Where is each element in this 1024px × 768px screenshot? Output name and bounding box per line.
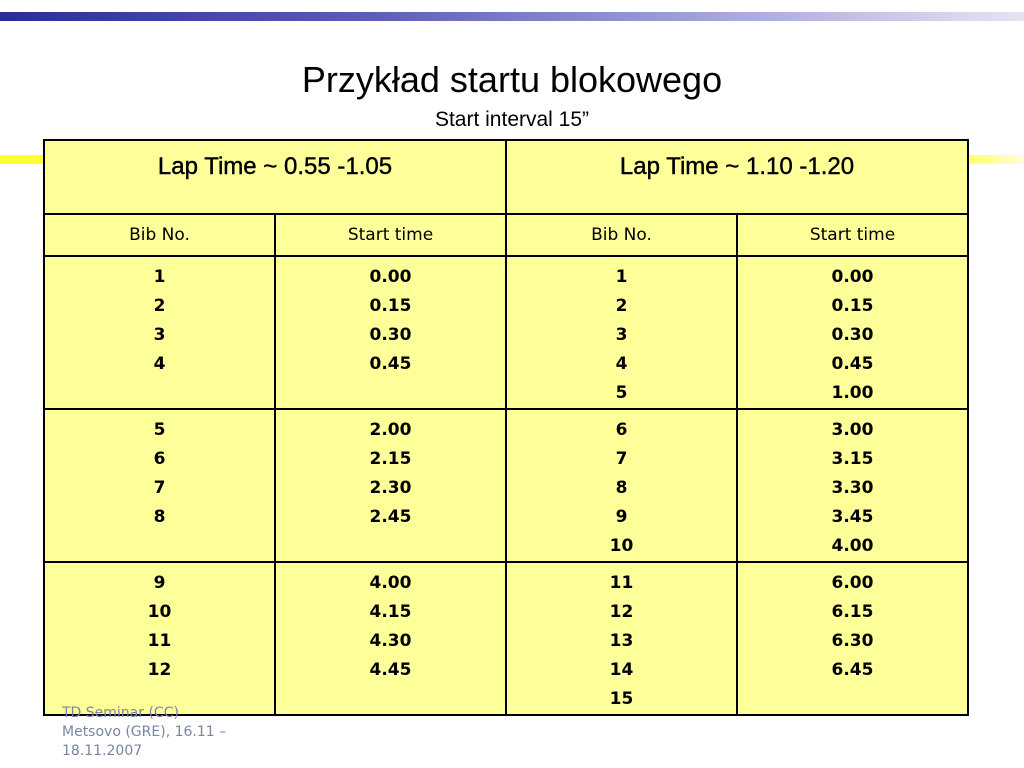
start-time: 0.45 <box>369 354 412 374</box>
start-time: 0.15 <box>831 296 874 316</box>
bib-number: 10 <box>147 602 172 622</box>
start-time-cell <box>275 256 506 409</box>
bib-number: 5 <box>615 383 628 403</box>
column-header-row <box>44 214 968 256</box>
bib-cell <box>44 256 275 409</box>
top-gradient-bar <box>0 12 1024 21</box>
bib-number: 13 <box>609 631 634 651</box>
bib-number: 9 <box>615 507 628 527</box>
bib-number: 9 <box>153 573 166 593</box>
slide-title: Przykład startu blokowego <box>301 59 723 100</box>
start-time: 0.45 <box>831 354 874 374</box>
start-time: 3.45 <box>831 507 874 527</box>
start-time: 6.15 <box>831 602 874 622</box>
start-time: 4.00 <box>369 573 412 593</box>
group-header-left: Lap Time ~ 0.55 -1.05 <box>44 140 506 214</box>
bib-number: 11 <box>147 631 172 651</box>
bib-number: 12 <box>609 602 634 622</box>
start-time-cell <box>737 409 968 562</box>
column-header-start-time: Start time <box>737 214 968 256</box>
start-time-cell <box>737 562 968 715</box>
bib-number: 2 <box>615 296 628 316</box>
start-time: 0.00 <box>831 267 874 287</box>
table-row <box>44 256 968 409</box>
start-time: 2.15 <box>369 449 412 469</box>
bib-number: 12 <box>147 660 172 680</box>
bib-number: 3 <box>615 325 628 345</box>
bib-number: 8 <box>615 478 628 498</box>
footer-line: TD Seminar (CC) <box>62 705 179 721</box>
start-time: 6.00 <box>831 573 874 593</box>
start-time: 0.30 <box>369 325 412 345</box>
start-time: 4.00 <box>831 536 874 556</box>
bib-cell <box>44 409 275 562</box>
bib-number: 14 <box>609 660 634 680</box>
bib-number: 5 <box>153 420 166 440</box>
start-time-cell <box>275 562 506 715</box>
bib-number: 1 <box>153 267 166 287</box>
start-time-cell <box>275 409 506 562</box>
start-time: 3.00 <box>831 420 874 440</box>
start-time: 6.45 <box>831 660 874 680</box>
start-time: 0.15 <box>369 296 412 316</box>
bib-number: 6 <box>153 449 166 469</box>
footer-note <box>62 704 302 761</box>
start-time: 4.30 <box>369 631 412 651</box>
bib-number: 10 <box>609 536 634 556</box>
slide-subtitle: Start interval 15” <box>434 108 590 131</box>
bib-number: 7 <box>153 478 166 498</box>
start-time: 0.00 <box>369 267 412 287</box>
group-header-right: Lap Time ~ 1.10 -1.20 <box>506 140 968 214</box>
start-time: 1.00 <box>831 383 874 403</box>
bib-number: 4 <box>615 354 628 374</box>
column-header-bib: Bib No. <box>506 214 737 256</box>
bib-cell <box>506 409 737 562</box>
bib-number: 2 <box>153 296 166 316</box>
bib-number: 7 <box>615 449 628 469</box>
start-list-table <box>43 139 969 716</box>
footer-line: 18.11.2007 <box>62 743 143 759</box>
bib-number: 15 <box>609 689 634 709</box>
start-time: 3.15 <box>831 449 874 469</box>
start-time: 2.45 <box>369 507 412 527</box>
start-time: 2.00 <box>369 420 412 440</box>
bib-number: 1 <box>615 267 628 287</box>
table-row <box>44 562 968 715</box>
yellow-accent-line-right <box>966 155 1024 164</box>
start-time: 3.30 <box>831 478 874 498</box>
start-time: 6.30 <box>831 631 874 651</box>
bib-cell <box>506 562 737 715</box>
group-header-row <box>44 140 968 214</box>
start-time: 0.30 <box>831 325 874 345</box>
bib-number: 6 <box>615 420 628 440</box>
bib-number: 8 <box>153 507 166 527</box>
start-time: 2.30 <box>369 478 412 498</box>
column-header-start-time: Start time <box>275 214 506 256</box>
bib-number: 3 <box>153 325 166 345</box>
start-time: 4.45 <box>369 660 412 680</box>
bib-number: 4 <box>153 354 166 374</box>
bib-cell <box>44 562 275 715</box>
table-row <box>44 409 968 562</box>
start-time-cell <box>737 256 968 409</box>
start-time: 4.15 <box>369 602 412 622</box>
bib-cell <box>506 256 737 409</box>
footer-line: Metsovo (GRE), 16.11 – <box>62 724 227 740</box>
bib-number: 11 <box>609 573 634 593</box>
yellow-accent-line-left <box>0 155 44 164</box>
column-header-bib: Bib No. <box>44 214 275 256</box>
